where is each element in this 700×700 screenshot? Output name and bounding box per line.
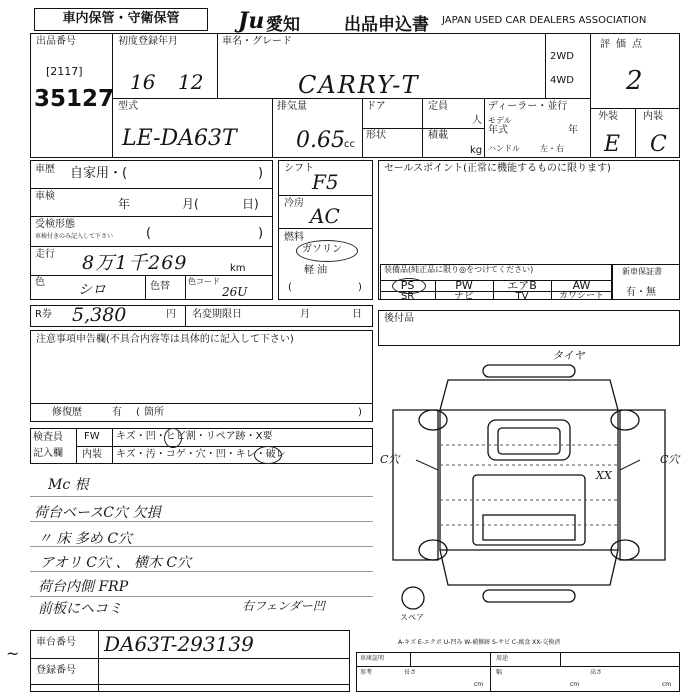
note-line-3: 〃 床 多め C穴 [38, 531, 133, 547]
lot-number: 35127 [34, 86, 115, 112]
fw-items: キズ・凹・ヒビ割・リペア跡・X要 [116, 431, 273, 442]
interior-row-label: 内装 [82, 449, 102, 460]
width-unit: cm [570, 681, 580, 688]
recv-paren-close: ) [258, 226, 264, 241]
equip-ps: PS [400, 279, 415, 292]
equip-sr: SR [400, 291, 415, 302]
diagram-center-mark: XX [596, 469, 612, 482]
fuel-paren-close: ) [358, 282, 362, 293]
equip-aw: AW [572, 279, 591, 292]
equip-pw: PW [455, 279, 473, 292]
equip-nav: ナビ [454, 291, 474, 302]
rken-unit: 円 [166, 309, 176, 320]
equipment-label: 装備品(純正品に限り◎をつけてください) [384, 265, 534, 274]
note-line-2: 荷台ベースC穴 欠損 [34, 505, 161, 521]
color-code-label: 色コード [188, 277, 220, 286]
model-year-label: モデル [488, 116, 512, 125]
ju-logo: Ju [238, 8, 265, 34]
interior-grade: C [650, 132, 667, 157]
recv-form-note: 車検付きのみ記入して下さい [35, 233, 114, 240]
chassis-label: 車台番号 [36, 637, 76, 648]
first-reg-label: 初度登録年月 [118, 36, 178, 47]
repair-history-label: 修復歴 [52, 407, 82, 418]
fuel-label: 燃料 [284, 232, 304, 243]
rken-value: 5,380 [72, 304, 127, 326]
chassis-value: DA63T-293139 [104, 632, 254, 656]
load-label: 積載 [428, 130, 448, 141]
interior-items: キズ・汚・コゲ・穴・凹・キレ・破レ [116, 449, 286, 460]
width-label: 幅 [496, 669, 503, 676]
equip-airbag: エアB [507, 279, 537, 292]
usage-label: 用途 [496, 655, 509, 662]
notes-label: 注意事項申告欄(不具合内容等は具体的に記入して下さい) [36, 334, 294, 345]
month-unit: 月 [300, 309, 310, 320]
shaken-month: 月( [182, 197, 199, 211]
inspector-label: 検査員 [33, 432, 63, 443]
diagram-right-mark: C穴 [660, 453, 680, 466]
car-name-label: 車名・グレード [222, 36, 292, 47]
fuel-light: 軽 油 [304, 265, 328, 276]
warranty-label: 新車保証書 [622, 267, 662, 276]
equip-leather: カワシート [558, 291, 604, 301]
year-label: 年式 [488, 125, 508, 136]
color-value: シロ [78, 282, 106, 298]
warranty-yn: 有・無 [626, 287, 656, 298]
model-value: LE-DA63T [122, 126, 237, 151]
rating-label: 評価点 [600, 39, 648, 50]
repair-place-close: ) [358, 407, 362, 418]
interior-label: 内装 [643, 111, 663, 122]
fw-label: FW [84, 431, 100, 442]
recv-paren-open: ( [146, 226, 152, 241]
shaken-label: 車検 [35, 191, 55, 202]
ref-label: 参考 [360, 669, 373, 676]
shift-label: シフト [284, 163, 314, 174]
details-block [30, 160, 273, 300]
car-name: CARRY-T [298, 71, 420, 99]
model-label: 型式 [118, 101, 138, 112]
capacity-unit: 人 [472, 115, 482, 126]
rating-value: 2 [626, 66, 643, 96]
car-diagram [378, 350, 680, 630]
note-line-5: 荷台内側 FRP [38, 579, 129, 595]
reg-cert-label: 車庫証明 [360, 655, 385, 662]
color-code-value: 26U [222, 285, 248, 299]
damage-legend: A-キズ E-エクボ U-凹み W-補修跡 S-サビ C-腐食 XX-交換済 [398, 639, 561, 646]
fuel-paren-open: ( [288, 282, 292, 293]
association-name: JAPAN USED CAR DEALERS ASSOCIATION [442, 15, 647, 26]
year-unit: 年 [568, 125, 578, 136]
handle-lr: 左・右 [540, 144, 564, 153]
reg-no-label: 登録番号 [36, 665, 76, 676]
drive-2wd: 2WD [550, 51, 574, 62]
left-margin-mark: ~ [6, 644, 20, 663]
interior-mark-circle [254, 446, 282, 464]
form-title: 出品申込書 [344, 15, 429, 35]
exterior-label: 外装 [598, 111, 618, 122]
reg-month: 12 [178, 70, 204, 94]
name-change-label: 名変期限日 [192, 309, 242, 320]
lot-number-label: 出品番号 [36, 36, 76, 47]
diagram-top-mark: タイヤ [552, 349, 585, 362]
sales-points-label: セールスポイント(正常に機能するものに限ります) [384, 163, 611, 174]
repair-place-open: ( [136, 407, 140, 418]
note-line-4: アオリ C穴 、 横木 C穴 [40, 555, 192, 571]
recv-form-label: 受検形態 [35, 219, 75, 230]
displacement-label: 排気量 [277, 101, 307, 112]
storage-tag: 車内保管・守衛保管 [34, 8, 208, 31]
history-label: 車歴 [35, 164, 55, 175]
length-unit: cm [474, 681, 484, 688]
shape-label: 形状 [366, 130, 386, 141]
length-label: 長さ [404, 669, 417, 676]
drive-4wd: 4WD [550, 75, 574, 86]
dealer-import: ディーラー・並行 [488, 101, 568, 112]
rken-label: R券 [35, 309, 52, 320]
ac-label: 冷房 [284, 198, 304, 209]
equip-tv: TV [515, 291, 529, 302]
note-line-1: Mc 根 [48, 477, 89, 493]
shift-value: F5 [312, 170, 339, 194]
spare-label: スペア [400, 613, 424, 622]
shaken-day: 日) [242, 197, 259, 211]
history-value: 自家用・( [70, 166, 128, 181]
entry-label: 記入欄 [33, 448, 63, 459]
color-label: 色 [35, 277, 45, 288]
capacity-label: 定員 [428, 101, 448, 112]
cc-unit: cc [344, 139, 355, 150]
mileage-label: 走行 [35, 249, 55, 260]
ac-value: AC [310, 204, 340, 228]
height-unit: cm [662, 681, 672, 688]
repair-place-label: 箇所 [144, 407, 164, 418]
exterior-grade: E [604, 132, 621, 157]
reg-year: 16 [130, 70, 156, 94]
diagram-left-mark: C穴 [380, 453, 400, 466]
height-label: 高さ [590, 669, 603, 676]
postfit-block [378, 310, 680, 346]
note-line-6: 前板にヘコミ [38, 601, 122, 617]
mileage-value: 8万1千269 [82, 252, 188, 274]
lot-tag: [2117] [46, 65, 83, 78]
color-change-label: 色替 [150, 281, 170, 292]
repair-yes: 有 [112, 407, 122, 418]
displacement-value: 0.65 [296, 128, 345, 153]
day-unit: 日 [352, 309, 362, 320]
fw-mark-circle [164, 428, 182, 448]
fuel-gas: ガソリン [302, 244, 342, 255]
history-close: ) [258, 166, 264, 181]
door-label: ドア [366, 101, 386, 112]
org-title: 愛知 [266, 15, 300, 35]
load-unit: kg [470, 145, 483, 156]
km-unit: km [230, 263, 246, 274]
postfit-label: 後付品 [384, 313, 414, 324]
note-line-7: 右フェンダー凹 [242, 599, 325, 613]
shaken-year: 年 [118, 197, 131, 211]
handle-label: ハンドル [488, 144, 520, 153]
